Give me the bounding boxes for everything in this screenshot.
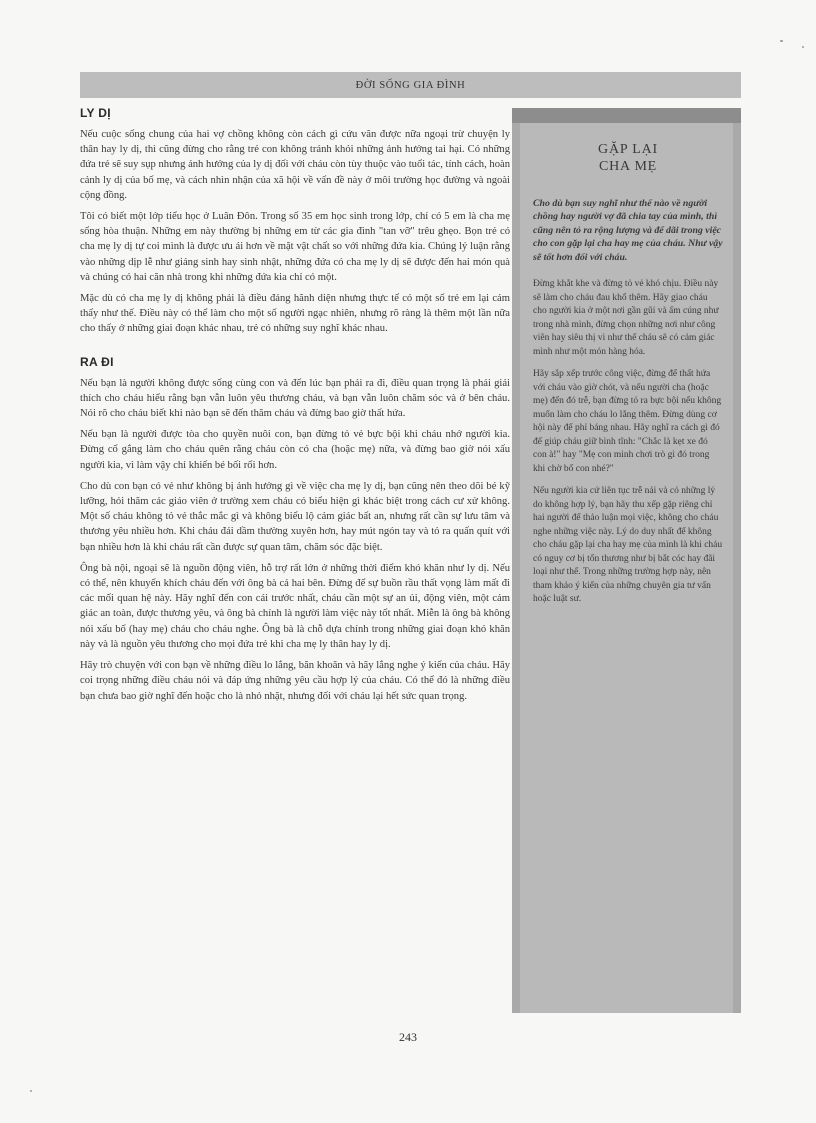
sidebar-title [533,141,723,175]
paragraph: Tôi có biết một lớp tiểu học ở Luân Đôn. Trong số 35 em học sinh trong lớp, chỉ có 5 em là cha mẹ sống hòa thuận. Những em này thường bị những em từ các gia đình "tan vỡ" trêu ghẹo. Bọn trẻ có cha mẹ ly dị tự coi mình là được ưu ái hơn về mặt vật chất so với những đứa kia. Chúng lý luận rằng vào những dịp lễ như giáng sinh hay sinh nhật, những đứa có cha mẹ ly dị sẽ được đến hai món quà và chúng có hai căn nhà trong khi những đứa kia chỉ có một. [80,211,510,283]
sidebar-content [520,123,733,607]
paragraph: Ông bà nội, ngoại sẽ là nguồn động viên, hỗ trợ rất lớn ở những thời điểm khó khăn như ly dị. Nếu có thể, nên khuyến khích cháu đến với ông bà cả hai bên. Đừng để sự buồn rầu thất vọng làm mất đi các mối quan hệ này. Hãy nghĩ đến con cái trước nhất, cháu cần một sự an ủi, động viên, một cảm giác an toàn, được thương yêu, và ông bà chính là người làm việc này tốt nhất. Miễn là ông bà không nói xấu bố (hay mẹ) cháu cho cháu nghe. Ông bà là chỗ dựa chính trong những giai đoạn khó khăn này và là nguồn yêu thương cho mọi đứa trẻ khi cha mẹ ly thân hay ly dị. [80,562,510,650]
sidebar-title-line: CHA MẸ [598,159,658,174]
scan-speck [30,1090,32,1092]
paragraph: Nếu bạn là người được tòa cho quyền nuôi con, bạn đừng tỏ vẻ bực bội khi cháu nhớ người kia. Đừng cố gắng làm cho cháu quên rằng cháu còn có cha (hoặc mẹ) nữa, và đừng bao giờ nói xấu người kia, vì làm vậy chỉ khiến bé bối rối hơn. [80,429,510,471]
running-header [80,72,741,98]
section-title-ra-di: RA ĐI [80,354,114,369]
paragraph: Nếu bạn là người không được sống cùng con và đến lúc bạn phải ra đi, điều quan trọng là phải giải thích cho cháu hiểu rằng bạn vẫn luôn yêu thương cháu, và bạn vẫn luôn chăm sóc và ở bên cháu. Nói rõ cho cháu biết khi nào bạn sẽ đến thăm cháu và đừng bao giờ thất hứa. [80,377,510,420]
paragraph: Mặc dù có cha mẹ ly dị không phải là điều đáng hãnh diện nhưng thực tế có một số trẻ em lại cảm thấy như thế. Điều này có thể làm cho một số người ngạc nhiên, nhưng rõ ràng là thêm một lần nữa cho thấy ở những giai đoạn khác nhau, trẻ có những suy nghĩ khác nhau. [80,293,510,335]
sidebar-box [512,108,741,1013]
sidebar-paragraph: Hãy sắp xếp trước công việc, đừng để thất hứa với cháu vào giờ chót, và nếu người cha (hoặc mẹ) đến đó trễ, bạn đừng tỏ ra bực bội nếu không muốn làm cho cháu lo lắng thêm. Đừng dùng cơ hội này để phỉ báng nhau. Hãy nghĩ ra cách gì đó để giúp cháu giữ bình tĩnh: "Chắc là kẹt xe đó con à!" hay "Mẹ con mình chơi trò gì đó trong khi chờ bố con nhé?" [533,369,722,474]
main-column [80,106,510,710]
page-number: 243 [399,1030,417,1044]
section-title-ly-di: LY DỊ [80,106,111,120]
scan-speck [780,40,783,42]
paragraph: Hãy trò chuyện với con bạn về những điều lo lắng, băn khoăn và hãy lắng nghe ý kiến của cháu. Hãy coi trọng những điều cháu nói và đáp ứng những yêu cầu hợp lý của cháu. Có thể đó là những điều bạn chưa bao giờ nghĩ đến hoặc cho là nhỏ nhặt, nhưng đối với cháu lại hết sức quan trọng. [80,660,510,702]
paragraph: Cho dù con bạn có vẻ như không bị ảnh hưởng gì về việc cha mẹ ly dị, bạn cũng nên theo dõi bé kỹ lưỡng, hỏi thăm các giáo viên ở trường xem cháu có biểu hiện gì khác biệt trong cách cư xử không. Một số cháu không tỏ vẻ thắc mắc gì và không biểu lộ cảm giác bất an, nhưng rất cần sự lưu tâm và thương yêu nhiều hơn. Khi cháu đái dầm thường xuyên hơn, hay mút ngón tay và tỏ ra quấn quít với bạn nhiều hơn là khi cháu rất cần được sự quan tâm, chăm sóc đặc biệt. [80,480,510,553]
scan-speck [802,46,804,48]
sidebar-paragraph: Đừng khắt khe và đừng tỏ vẻ khó chịu. Điều này sẽ làm cho cháu đau khổ thêm. Hãy giao cháu cho người kia ở một nơi gần gũi và ấm cúng như trong nhà mình, đừng chọn những nơi như công viên hay siêu thị vì như thế cháu sẽ có cảm giác mình như một món hàng hóa. [533,279,719,357]
sidebar-panel [520,123,733,1013]
sidebar-paragraph: Nếu người kia cứ liên tục trễ nải và có những lý do không hợp lý, bạn hãy thu xếp gặp riêng chỉ hai người để thảo luận mọi việc, không cho cháu nghe những việc này. Lý do duy nhất để không cho cháu gặp lại cha hay mẹ của mình là khi cháu có nguy cơ bị tổn thương như bị bắt cóc hay đãi loại như thế. Trong những trường hợp này, nên tham khảo ý kiến của những chuyên gia tư vấn hoặc luật sư. [533,486,723,605]
paragraph: Nếu cuộc sống chung của hai vợ chồng không còn cách gì cứu vãn được nữa ngoại trừ chuyện ly thân hay ly dị, thì cũng đừng cho rằng trẻ con không tránh khỏi những ảnh hưởng tai hại. Có những đứa trẻ sẽ suy sụp nhưng ảnh hưởng của ly dị đối với cháu còn tùy thuộc vào tuổi tác, tính cách, hoàn cảnh ly dị của bố mẹ, và cách nhìn nhận của xã hội về vấn đề này ở môi trường học đường và ngoài cộng đồng. [80,129,510,201]
sidebar-title-line: GẶP LẠI [598,142,658,157]
sidebar-intro: Cho dù bạn suy nghĩ như thế nào về người chồng hay người vợ đã chia tay của mình, thì cũng nên tỏ ra rộng lượng và để dãi trong việc cho con gặp lại cha hay mẹ của cháu. Như vậy sẽ tốt hơn đối với cháu. [533,198,723,263]
sidebar-header-strip [512,108,741,123]
section-spacer [80,343,510,355]
running-header-title: ĐỜI SỐNG GIA ĐÌNH [355,79,466,91]
